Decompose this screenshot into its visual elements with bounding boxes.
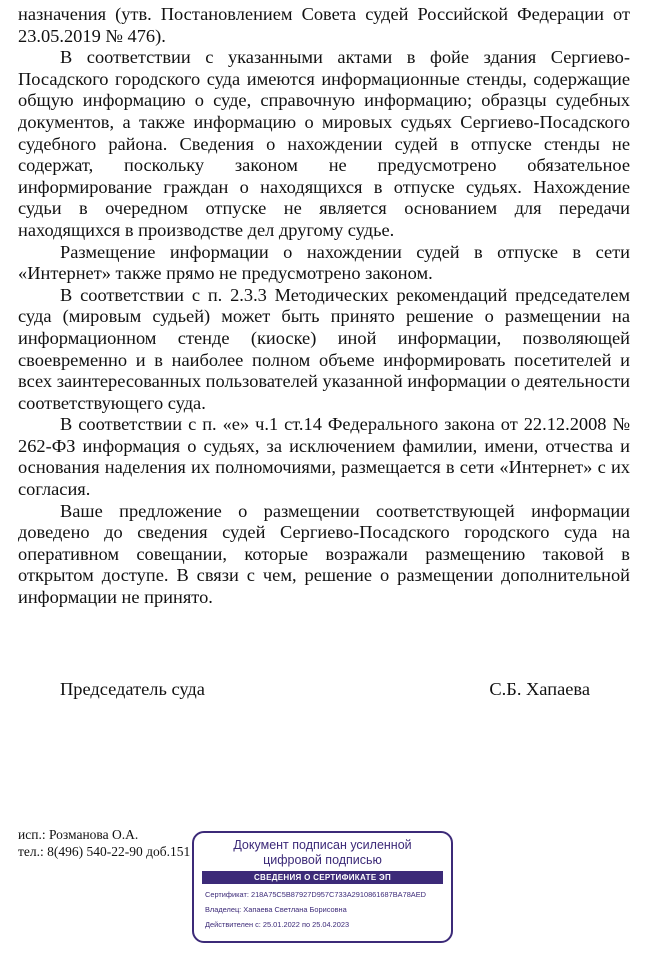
stamp-title-line2: цифровой подписью (263, 853, 382, 867)
paragraph-3: Размещение информации о нахождении судей в отпуске в сети «Интернет» также прямо не предусмотрено законом. (18, 241, 630, 284)
digital-signature-stamp (192, 831, 453, 943)
stamp-validity: Действителен с: 25.01.2022 по 25.04.2023 (205, 920, 350, 929)
stamp-certificate-header: СВЕДЕНИЯ О СЕРТИФИКАТЕ ЭП (202, 871, 443, 884)
stamp-owner: Владелец: Хапаева Светлана Борисовна (205, 905, 347, 914)
executor-info (18, 826, 190, 860)
stamp-certificate-id: Сертификат: 218A75C5B87927D957C733A2910861687BA78AED (205, 890, 427, 899)
paragraph-6: Ваше предложение о размещении соответствующей информации доведено до сведения судей Сергиево-Посадского городского суда на оперативном совещании, которые возражали размещению таковой в открытом доступе. В связи с чем, решение о размещении дополнительной информации не принято. (18, 500, 630, 608)
paragraph-4: В соответствии с п. 2.3.3 Методических рекомендаций председателем суда (мировым судьей) может быть принято решение о размещении на информационном стенде (киоске) иной информации, позволяющей своевременно и в наиболее полном объеме информировать посетителей и всех заинтересованных пользователей указанной информации о деятельности соответствующего суда. (18, 284, 630, 413)
stamp-title-line1: Документ подписан усиленной (233, 838, 412, 852)
paragraph-5: В соответствии с п. «е» ч.1 ст.14 Федерального закона от 22.12.2008 № 262-ФЗ информация о судьях, за исключением фамилии, имени, отчества и основания наделения их полномочиями, размещается в сети «Интернет» с их согласия. (18, 414, 630, 500)
signer-name: С.Б. Хапаева (489, 679, 590, 699)
executor-phone: тел.: 8(496) 540-22-90 доб.151 (18, 844, 191, 859)
paragraph-1: назначения (утв. Постановлением Совета судей Российской Федерации от 23.05.2019 № 476). (18, 4, 630, 46)
stamp-title (194, 838, 451, 868)
paragraph-2: В соответствии с указанными актами в фойе здания Сергиево-Посадского городского суда имеются информационные стенды, содержащие общую информацию о суде, справочную информацию; образцы судебных документов, а также информацию о мировых судьях Сергиево-Посадского судебного района. Сведения о нахождении судей в отпуске стенды не содержат, поскольку законом не предусмотрено обязательное информирование граждан о находящихся в отпуске судьях. Нахождение судьи в очередном отпуске не является основанием для передачи находящихся в производстве дел другому судье. (18, 47, 630, 240)
signature-block (60, 678, 590, 700)
signer-position: Председатель суда (60, 679, 205, 699)
executor-name: исп.: Розманова О.А. (18, 827, 139, 842)
document-body (18, 4, 630, 609)
